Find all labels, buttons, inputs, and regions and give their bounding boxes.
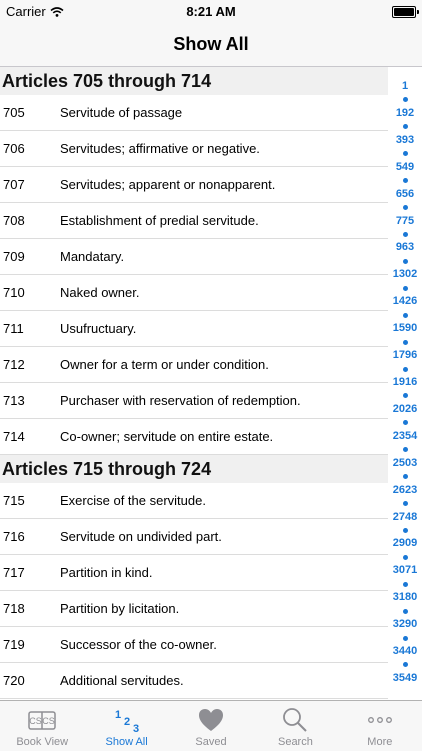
article-number: 709 [3, 249, 25, 264]
article-number: 715 [3, 493, 25, 508]
index-entry[interactable]: 963 [395, 241, 415, 254]
article-title: Mandatary. [60, 249, 125, 264]
article-number: 720 [3, 673, 25, 688]
article-row[interactable] [0, 167, 388, 203]
section-index-bar[interactable] [388, 80, 422, 685]
article-title: Servitude of passage [60, 105, 183, 120]
index-entry[interactable]: 393 [395, 133, 415, 146]
article-title: Servitudes; affirmative or negative. [60, 141, 260, 156]
index-separator-dot [403, 662, 408, 667]
index-entry[interactable]: 2909 [392, 537, 418, 550]
article-title: Co-owner; servitude on entire estate. [60, 429, 274, 444]
tab-label: Search [277, 736, 313, 748]
heart-icon [196, 706, 226, 734]
article-title: Owner for a term or under condition. [60, 357, 269, 372]
index-entry[interactable]: 3071 [392, 564, 418, 577]
book-icon [27, 706, 57, 734]
index-separator-dot [403, 420, 408, 425]
article-number: 705 [3, 105, 25, 120]
index-entry[interactable]: 2503 [392, 456, 418, 469]
article-row[interactable] [0, 311, 388, 347]
index-separator-dot [403, 393, 408, 398]
article-row[interactable] [0, 275, 388, 311]
more-icon [365, 706, 395, 734]
tab-saved[interactable] [169, 701, 253, 751]
tab-show-all[interactable] [84, 701, 168, 751]
svg-text:CS: CS [42, 716, 55, 726]
tab-book-view[interactable] [0, 701, 84, 751]
index-separator-dot [403, 259, 408, 264]
article-number: 716 [3, 529, 25, 544]
index-separator-dot [403, 582, 408, 587]
index-separator-dot [403, 474, 408, 479]
article-number: 710 [3, 285, 25, 300]
index-entry[interactable]: 1796 [392, 349, 418, 362]
index-entry[interactable]: 549 [395, 160, 415, 173]
index-entry[interactable]: 2026 [392, 402, 418, 415]
page-title: Show All [173, 34, 249, 54]
index-entry[interactable]: 192 [395, 106, 415, 119]
article-row[interactable] [0, 591, 388, 627]
tab-bar [0, 700, 422, 751]
article-row[interactable] [0, 627, 388, 663]
tab-label: Book View [16, 736, 69, 748]
article-number: 708 [3, 213, 25, 228]
svg-text:1: 1 [114, 709, 121, 721]
index-entry[interactable]: 3180 [392, 591, 418, 604]
article-number: 719 [3, 637, 25, 652]
tab-search[interactable] [253, 701, 337, 751]
article-title: Successor of the co-owner. [60, 637, 217, 652]
article-row[interactable] [0, 383, 388, 419]
article-number: 714 [3, 429, 25, 444]
index-separator-dot [403, 528, 408, 533]
article-row[interactable] [0, 95, 388, 131]
tab-label: More [367, 736, 393, 748]
index-entry[interactable]: 3440 [392, 645, 418, 658]
article-number: 717 [3, 565, 25, 580]
index-separator-dot [403, 178, 408, 183]
article-title: Servitudes; apparent or nonapparent. [60, 177, 276, 192]
index-entry[interactable]: 2748 [392, 510, 418, 523]
article-title: Naked owner. [60, 285, 140, 300]
tab-label: Show All [105, 736, 148, 748]
article-number: 707 [3, 177, 25, 192]
article-number: 713 [3, 393, 25, 408]
article-number: 712 [3, 357, 25, 372]
article-title: Partition by licitation. [60, 601, 180, 616]
article-row[interactable] [0, 483, 388, 519]
navigation-bar [0, 22, 422, 67]
index-entry[interactable]: 1302 [392, 268, 418, 281]
index-entry[interactable]: 1426 [392, 295, 418, 308]
article-row[interactable] [0, 419, 388, 455]
index-separator-dot [403, 97, 408, 102]
tab-more[interactable] [338, 701, 422, 751]
article-row[interactable] [0, 239, 388, 275]
index-entry[interactable]: 2354 [392, 429, 418, 442]
index-separator-dot [403, 367, 408, 372]
index-separator-dot [403, 124, 408, 129]
article-title: Servitude on undivided part. [60, 529, 222, 544]
svg-text:CS: CS [29, 716, 42, 726]
index-separator-dot [403, 340, 408, 345]
index-separator-dot [403, 286, 408, 291]
search-icon [280, 706, 310, 734]
section-header: Articles 705 through 714 [0, 67, 388, 95]
index-separator-dot [403, 151, 408, 156]
article-number: 706 [3, 141, 25, 156]
article-title: Establishment of predial servitude. [60, 213, 259, 228]
svg-text:3: 3 [132, 723, 139, 734]
index-entry[interactable]: 656 [395, 187, 415, 200]
article-title: Exercise of the servitude. [60, 493, 206, 508]
status-time: 8:21 AM [186, 4, 236, 19]
article-row[interactable] [0, 663, 388, 699]
index-entry[interactable]: 1916 [392, 375, 418, 388]
section-header: Articles 715 through 724 [0, 455, 388, 483]
index-entry[interactable]: 3549 [392, 671, 418, 684]
article-title: Partition in kind. [60, 565, 153, 580]
index-separator-dot [403, 205, 408, 210]
article-row[interactable] [0, 347, 388, 383]
article-row[interactable] [0, 131, 388, 167]
carrier-label: Carrier [6, 4, 46, 19]
index-separator-dot [403, 555, 408, 560]
index-entry[interactable]: 3290 [392, 618, 418, 631]
article-title: Usufructuary. [60, 321, 137, 336]
numbers-icon [112, 706, 142, 734]
battery-icon [392, 6, 416, 18]
article-row[interactable] [0, 519, 388, 555]
index-separator-dot [403, 609, 408, 614]
index-separator-dot [403, 447, 408, 452]
article-title: Purchaser with reservation of redemption. [60, 393, 301, 408]
index-entry[interactable]: 1 [401, 80, 409, 92]
tab-label: Saved [195, 736, 227, 748]
index-entry[interactable]: 1590 [392, 322, 418, 335]
index-entry[interactable]: 775 [395, 214, 415, 227]
article-list[interactable] [0, 67, 388, 700]
svg-text:2: 2 [123, 716, 130, 728]
index-separator-dot [403, 501, 408, 506]
article-row[interactable] [0, 555, 388, 591]
index-separator-dot [403, 636, 408, 641]
article-row[interactable] [0, 203, 388, 239]
article-number: 718 [3, 601, 25, 616]
index-separator-dot [403, 232, 408, 237]
index-entry[interactable]: 2623 [392, 483, 418, 496]
index-separator-dot [403, 313, 408, 318]
article-title: Additional servitudes. [60, 673, 184, 688]
article-number: 711 [3, 321, 24, 336]
status-bar [0, 0, 422, 22]
